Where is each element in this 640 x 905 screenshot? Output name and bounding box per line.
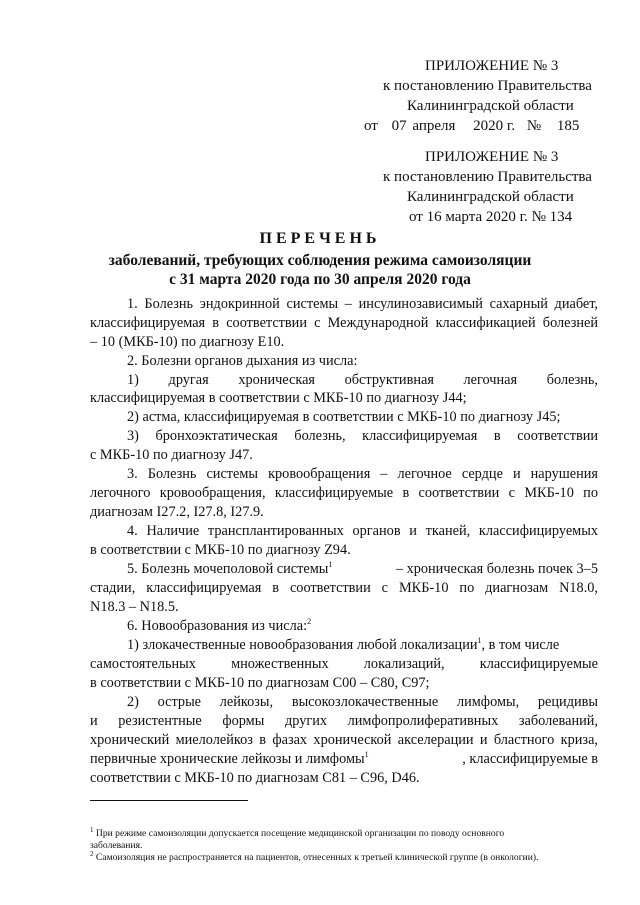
body-line — [127, 617, 598, 635]
body-line: 3) бронхоэктатическая болезнь, классифицируемая в соответствии — [127, 428, 598, 444]
body-line: 2. Болезни органов дыхания из числа: — [127, 353, 358, 369]
appendix-date — [364, 118, 579, 135]
date-day: 07 — [391, 118, 407, 134]
footnote-mark: 2 — [90, 850, 94, 858]
body-line: хронический миелолейкоз в фазах хронической акселерации и бластного криза, — [90, 732, 598, 748]
date-month: апреля — [412, 118, 456, 134]
body-line: в соответствии с МКБ-10 по диагнозам С00 – С80, С97; — [90, 675, 430, 691]
appendix-title: ПРИЛОЖЕНИЕ № 3 — [425, 58, 559, 74]
body-line: классифицируемая в соответствии с МКБ-10 по диагнозу J44; — [90, 390, 467, 406]
footnote-text: При режиме самоизоляции допускается посещение медицинской организации по поводу основного — [95, 828, 505, 839]
date-prefix: от — [364, 118, 378, 134]
body-line: N18.3 – N18.5. — [90, 599, 179, 615]
body-line: 4. Наличие трансплантированных органов и тканей, классифицируемых — [127, 523, 598, 539]
body-text: 6. Новообразования из числа: — [127, 618, 308, 634]
body-segment — [90, 750, 369, 768]
date-year: 2020 г. — [473, 118, 516, 134]
footnote-ref: 1 — [477, 636, 482, 645]
body-line: с МКБ-10 по диагнозу J47. — [90, 447, 253, 463]
body-line: в соответствии с МКБ-10 по диагнозу Z94. — [90, 542, 351, 558]
body-text: первичные хронические лейкозы и лимфомы — [90, 751, 365, 767]
footnote-mark: 1 — [90, 826, 94, 834]
appendix-line: от 16 марта 2020 г. № 134 — [409, 209, 573, 225]
footnote-text: Самоизоляция не распространяется на пациентов, отнесенных к третьей клинической группе (в онкологии). — [95, 852, 539, 863]
footnote-ref: 2 — [307, 617, 312, 626]
body-line: классифицируемая в соответствии с Международной классификацией болезней — [90, 315, 598, 331]
document-subtitle: заболеваний, требующих соблюдения режима самоизоляции — [108, 252, 532, 269]
body-line: диагнозам I27.2, I27.8, I27.9. — [90, 504, 264, 520]
body-line: 1. Болезнь эндокринной системы – инсулинозависимый сахарный диабет, — [127, 296, 598, 312]
body-line: соответствии с МКБ-10 по диагнозам С81 – С96, D46. — [90, 770, 420, 786]
body-line: 3. Болезнь системы кровообращения – легочное сердце и нарушения — [127, 466, 598, 482]
body-text: , классифицируемые в — [462, 751, 598, 767]
body-line — [127, 560, 598, 578]
body-line: стадии, классифицируемая в соответствии с МКБ-10 по диагнозам N18.0, — [90, 580, 598, 596]
footnote-2 — [90, 852, 610, 864]
number-sign: № — [526, 118, 542, 134]
footnote-ref: 1 — [364, 750, 369, 759]
appendix-title: ПРИЛОЖЕНИЕ № 3 — [425, 149, 559, 165]
body-line: 2) острые лейкозы, высокозлокачественные лимфомы, рецидивы — [127, 694, 598, 710]
body-line — [127, 636, 598, 654]
body-line: – 10 (МКБ-10) по диагнозу Е10. — [90, 334, 285, 350]
body-segment — [127, 560, 332, 578]
appendix-line: к постановлению Правительства — [383, 169, 592, 185]
appendix-line: Калининградской области — [407, 98, 574, 114]
body-text: 5. Болезнь мочеполовой системы — [127, 561, 329, 577]
footnote-separator — [90, 800, 248, 801]
body-text: 1) злокачественные новообразования любой локализации — [127, 637, 478, 653]
body-line: самостоятельных множественных локализаций, классифицируемые — [90, 656, 598, 672]
document-title: ПЕРЕЧЕНЬ — [259, 230, 381, 247]
footnote-1-cont: заболевания. — [90, 840, 143, 851]
footnote-1 — [90, 828, 610, 840]
doc-number: 185 — [556, 118, 580, 134]
body-line: легочного кровообращения, классифицируемые в соответствии с МКБ-10 по — [90, 485, 598, 501]
body-line: 1) другая хроническая обструктивная легочная болезнь, — [127, 372, 598, 388]
body-line: и резистентные формы других лимфопролиферативных заболеваний, — [90, 713, 598, 729]
appendix-line: Калининградской области — [407, 189, 574, 205]
footnote-ref: 1 — [328, 560, 333, 569]
body-text: – хроническая болезнь почек 3–5 — [395, 561, 598, 577]
appendix-line: к постановлению Правительства — [383, 78, 592, 94]
body-text: , в том числе — [481, 637, 560, 653]
document-subtitle: с 31 марта 2020 года по 30 апреля 2020 года — [169, 271, 471, 288]
body-line: 2) астма, классифицируемая в соответствии с МКБ-10 по диагнозу J45; — [127, 409, 561, 425]
body-line — [90, 750, 598, 768]
